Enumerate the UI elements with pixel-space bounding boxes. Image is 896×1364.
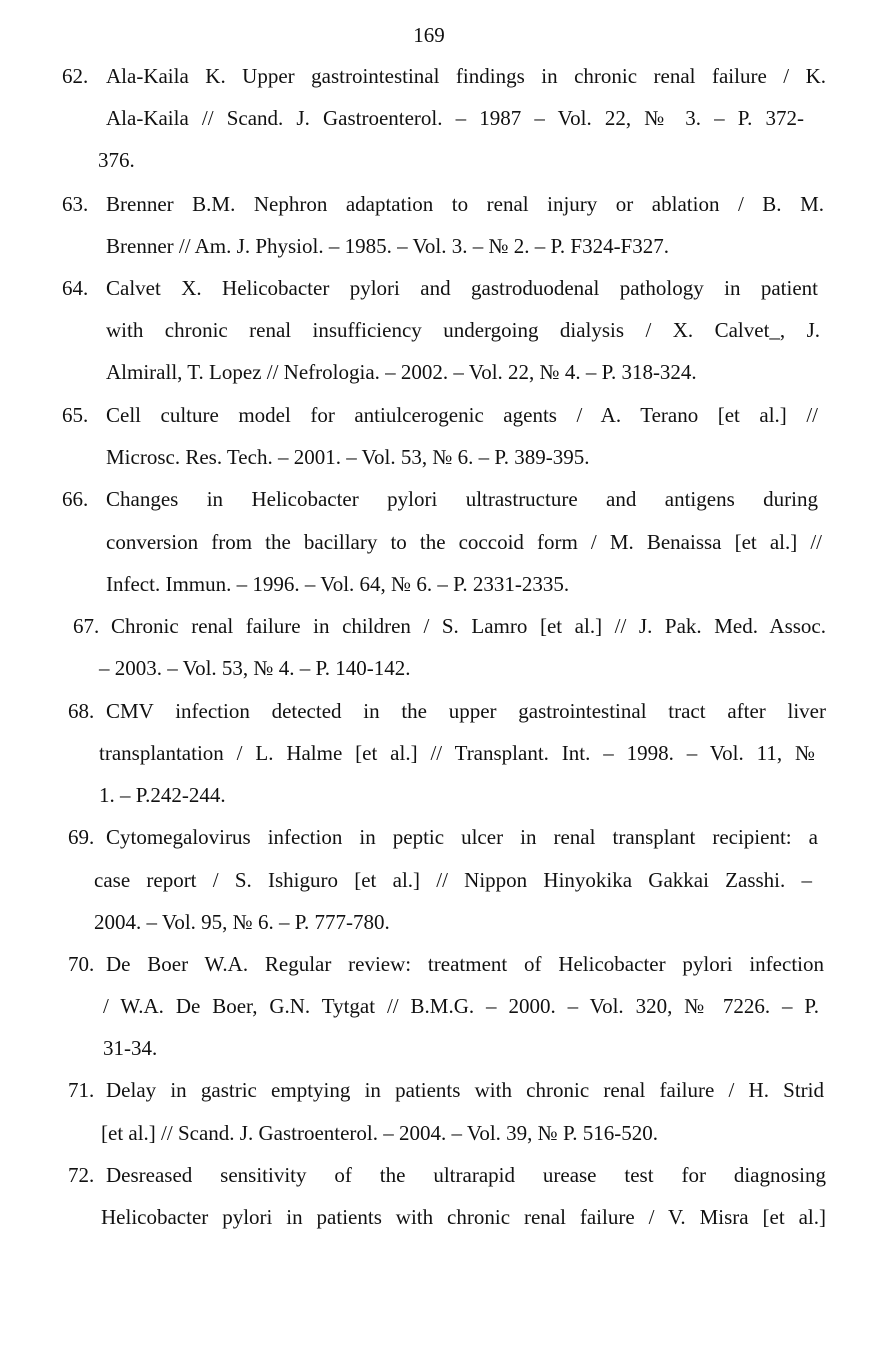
ref-65-number: 65. [62, 403, 89, 427]
ref-71-number: 71. [68, 1078, 95, 1102]
ref-62-line-3: 376. [98, 148, 135, 172]
ref-62-line-1: Ala-Kaila K. Upper gastrointestinal findings in chronic renal failure / K. [106, 64, 826, 88]
ref-62-number: 62. [62, 64, 89, 88]
ref-72-line-1: Desreased sensitivity of the ultrarapid urease test for diagnosing [106, 1163, 826, 1187]
ref-68-line-1: CMV infection detected in the upper gastrointestinal tract after liver [106, 699, 826, 723]
ref-69-line-3: 2004. – Vol. 95, № 6. – P. 777-780. [94, 910, 390, 934]
ref-68-line-3: 1. – P.242-244. [99, 783, 226, 807]
ref-69-number: 69. [68, 825, 95, 849]
ref-70-line-2: / W.A. De Boer, G.N. Tytgat // B.M.G. – 2000. – Vol. 320, № 7226. – P. [103, 994, 819, 1018]
ref-64-number: 64. [62, 276, 89, 300]
ref-66-line-2: conversion from the bacillary to the coccoid form / M. Benaissa [et al.] // [106, 530, 822, 554]
ref-64-line-1: Calvet X. Helicobacter pylori and gastroduodenal pathology in patient [106, 276, 818, 300]
page-number: 169 [413, 23, 445, 47]
ref-62-line-2: Ala-Kaila // Scand. J. Gastroenterol. – 1987 – Vol. 22, № 3. – P. 372- [106, 106, 804, 130]
ref-67-line-1: Chronic renal failure in children / S. Lamro [et al.] // J. Pak. Med. Assoc. [111, 614, 826, 638]
ref-70-line-1: De Boer W.A. Regular review: treatment of Helicobacter pylori infection [106, 952, 824, 976]
ref-63-number: 63. [62, 192, 89, 216]
ref-66-line-3: Infect. Immun. – 1996. – Vol. 64, № 6. – P. 2331-2335. [106, 572, 570, 596]
ref-66-number: 66. [62, 487, 89, 511]
ref-72-number: 72. [68, 1163, 95, 1187]
ref-66-line-1: Changes in Helicobacter pylori ultrastructure and antigens during [106, 487, 818, 511]
ref-63-line-1: Brenner B.M. Nephron adaptation to renal injury or ablation / B. M. [106, 192, 824, 216]
ref-67-number: 67. [73, 614, 100, 638]
ref-68-number: 68. [68, 699, 95, 723]
ref-71-line-2: [et al.] // Scand. J. Gastroenterol. – 2004. – Vol. 39, № P. 516-520. [101, 1121, 659, 1145]
ref-67-line-2: – 2003. – Vol. 53, № 4. – P. 140-142. [99, 656, 411, 680]
ref-65-line-2: Microsc. Res. Tech. – 2001. – Vol. 53, № 6. – P. 389-395. [106, 445, 590, 469]
ref-72-line-2: Helicobacter pylori in patients with chronic renal failure / V. Misra [et al.] [101, 1205, 826, 1229]
ref-68-line-2: transplantation / L. Halme [et al.] // Transplant. Int. – 1998. – Vol. 11, № [99, 741, 815, 765]
ref-69-line-1: Cytomegalovirus infection in peptic ulcer in renal transplant recipient: a [106, 825, 818, 849]
ref-64-line-3: Almirall, T. Lopez // Nefrologia. – 2002. – Vol. 22, № 4. – P. 318-324. [106, 360, 697, 384]
ref-64-line-2: with chronic renal insufficiency undergoing dialysis / X. Calvet_, J. [106, 318, 820, 342]
ref-65-line-1: Cell culture model for antiulcerogenic agents / A. Terano [et al.] // [106, 403, 818, 427]
ref-71-line-1: Delay in gastric emptying in patients with chronic renal failure / H. Strid [106, 1078, 824, 1102]
ref-70-number: 70. [68, 952, 95, 976]
ref-69-line-2: case report / S. Ishiguro [et al.] // Nippon Hinyokika Gakkai Zasshi. – [94, 868, 812, 892]
ref-70-line-3: 31-34. [103, 1036, 158, 1060]
ref-63-line-2: Brenner // Am. J. Physiol. – 1985. – Vol. 3. – № 2. – P. F324-F327. [106, 234, 669, 258]
